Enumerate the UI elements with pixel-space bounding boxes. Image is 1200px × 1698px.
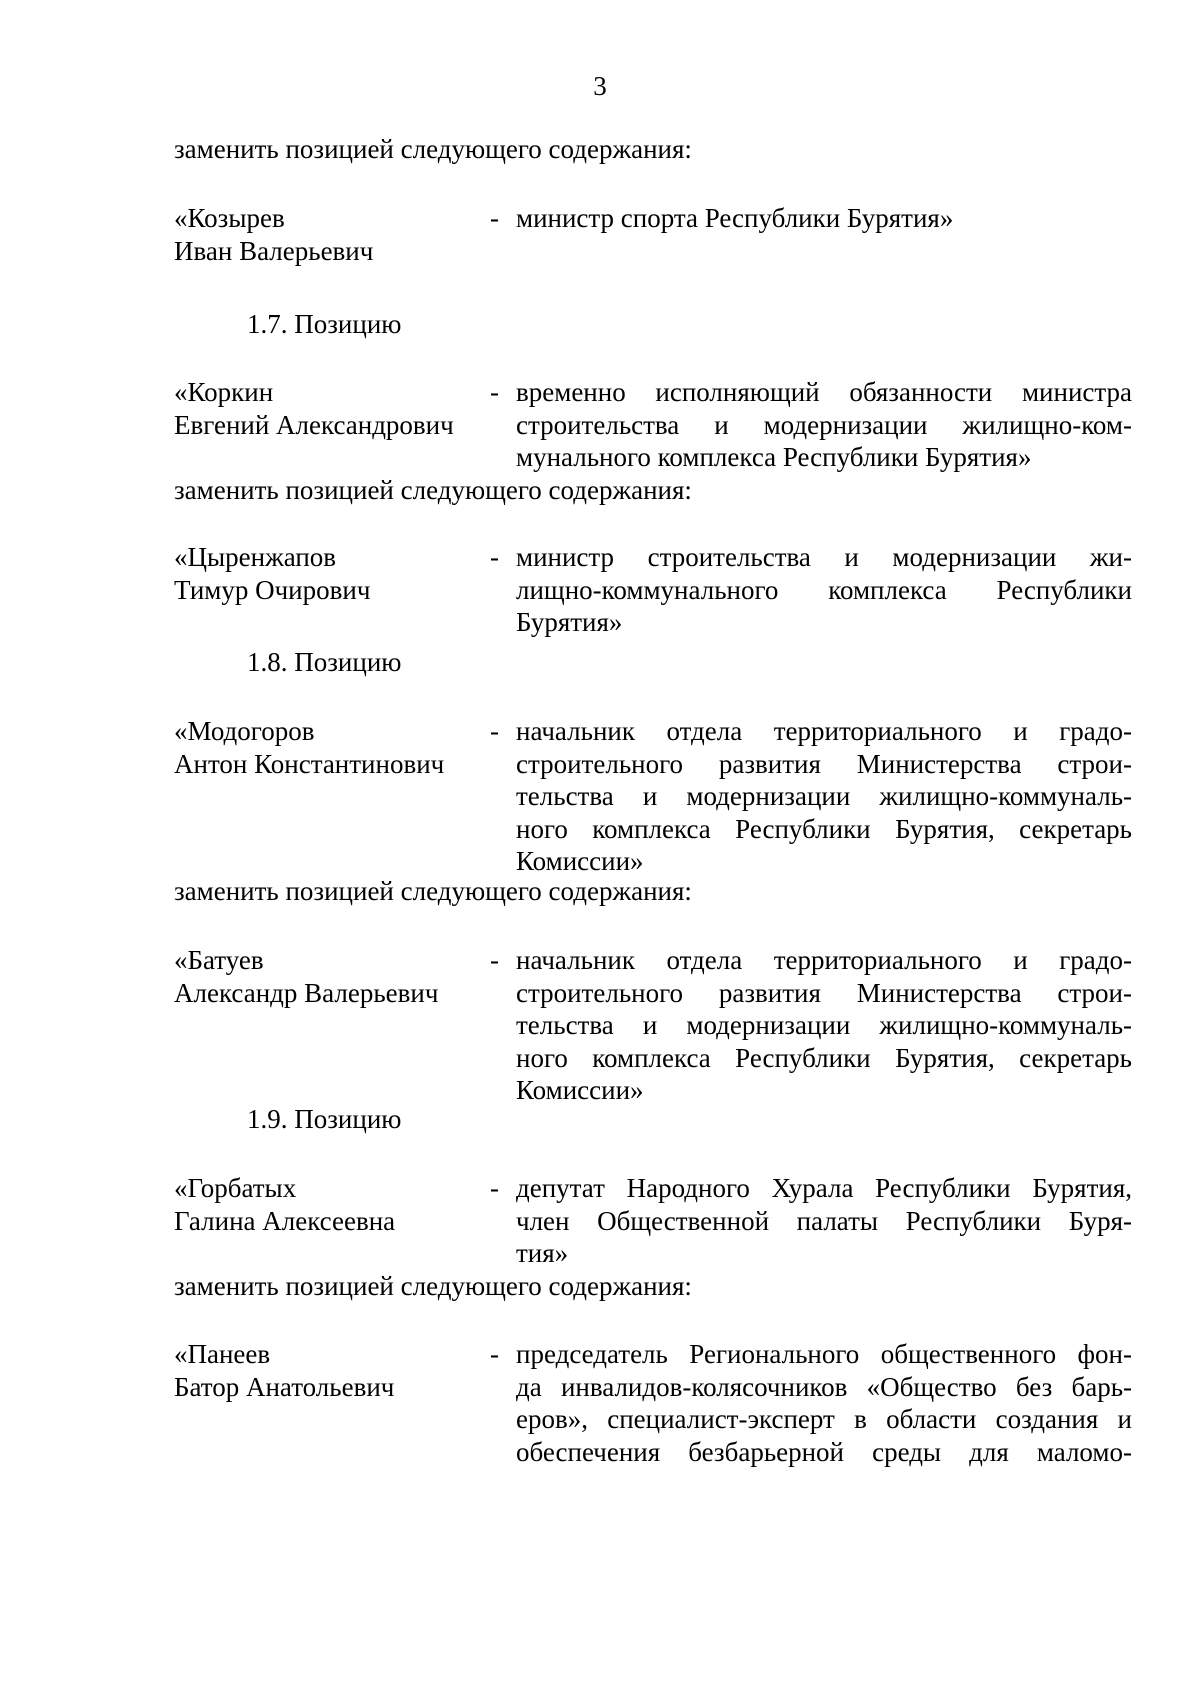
replace-instruction: заменить позицией следующего содержания: xyxy=(174,134,692,164)
person-name: «Горбатых Галина Алексеевна xyxy=(174,1173,396,1236)
dash-separator: - xyxy=(490,1173,499,1203)
replace-instruction: заменить позицией следующего содержания: xyxy=(174,1271,692,1301)
person-name: «Коркин Евгений Александрович xyxy=(174,377,454,440)
dash-separator: - xyxy=(490,203,499,233)
dash-separator: - xyxy=(490,1339,499,1369)
dash-separator: - xyxy=(490,542,499,572)
section-heading: 1.7. Позицию xyxy=(247,309,402,339)
person-name: «Цыренжапов Тимур Очирович xyxy=(174,542,371,605)
page-number: 3 xyxy=(593,71,607,101)
person-role: временно исполняющий обязанности министра строительства и модернизации жилищно-ком- мунального комплекса Республики Бурятия» xyxy=(516,377,1132,472)
dash-separator: - xyxy=(490,716,499,746)
person-role: депутат Народного Хурала Республики Бурятия, член Общественной палаты Республики Буря- тия» xyxy=(516,1173,1132,1268)
section-heading: 1.9. Позицию xyxy=(247,1104,402,1134)
person-role: министр спорта Республики Бурятия» xyxy=(516,203,954,233)
person-role: председатель Регионального общественного фон- да инвалидов-колясочников «Общество без барь- еров», специалист-эксперт в области создания и обеспечения безбарьерной среды для маломо- xyxy=(516,1339,1132,1467)
person-role: министр строительства и модернизации жи- лищно-коммунального комплекса Республики Бурятия» xyxy=(516,542,1132,637)
section-heading: 1.8. Позицию xyxy=(247,647,402,677)
dash-separator: - xyxy=(490,945,499,975)
person-name: «Модогоров Антон Константинович xyxy=(174,716,445,779)
replace-instruction: заменить позицией следующего содержания: xyxy=(174,876,692,906)
replace-instruction: заменить позицией следующего содержания: xyxy=(174,475,692,505)
person-role: начальник отдела территориального и градо- строительного развития Министерства строи- тельства и модернизации жилищно-коммуналь- ного комплекса Республики Бурятия, секретарь Комиссии» xyxy=(516,716,1132,876)
person-role: начальник отдела территориального и градо- строительного развития Министерства строи- тельства и модернизации жилищно-коммуналь- ного комплекса Республики Бурятия, секретарь Комиссии» xyxy=(516,945,1132,1105)
person-name: «Панеев Батор Анатольевич xyxy=(174,1339,395,1402)
person-name: «Батуев Александр Валерьевич xyxy=(174,945,439,1008)
dash-separator: - xyxy=(490,377,499,407)
person-name: «Козырев Иван Валерьевич xyxy=(174,203,374,266)
